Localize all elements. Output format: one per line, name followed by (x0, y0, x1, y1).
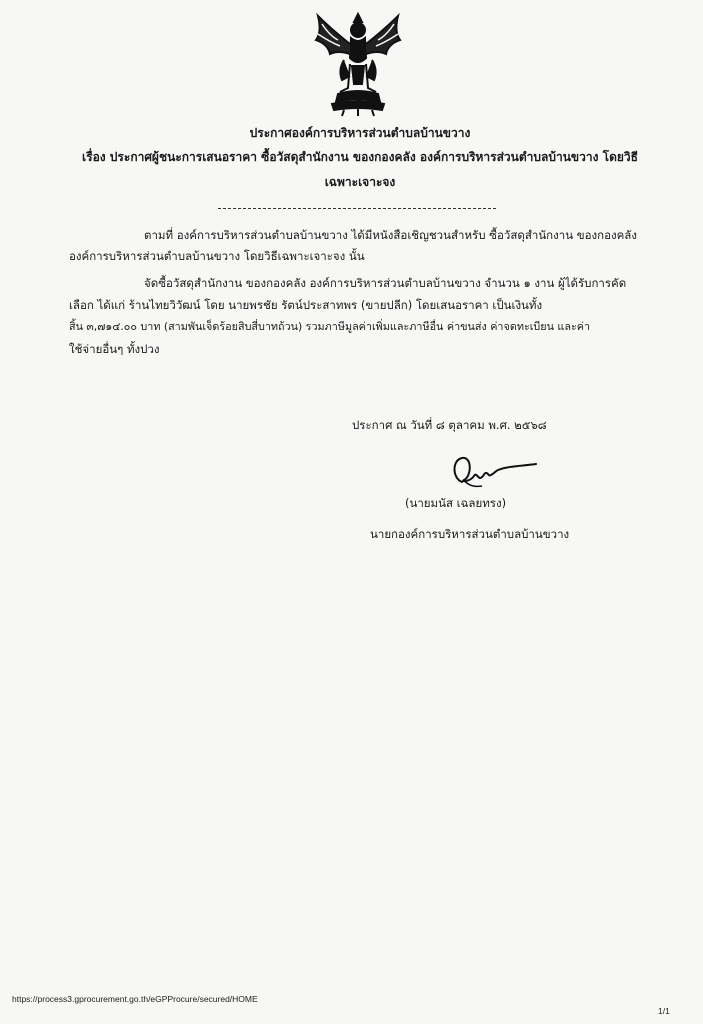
paragraph-2-line-1: จัดซื้อวัสดุสำนักงาน ของกองคลัง องค์การบริหารส่วนตำบลบ้านขวาง จำนวน ๑ งาน ผู้ได้รับการคัด (144, 276, 627, 290)
footer-url: https://process3.gprocurement.go.th/eGPProcure/secured/HOME (12, 994, 258, 1004)
paragraph-2-line-3: สิ้น ๓,๗๑๔.๐๐ บาท (สามพันเจ็ดร้อยสิบสี่บาทถ้วน) รวมภาษีมูลค่าเพิ่มและภาษีอื่น ค่าขนส่ง ค่าจดทะเบียน และค่า (69, 320, 591, 333)
paragraph-1-line-1: ตามที่ องค์การบริหารส่วนตำบลบ้านขวาง ได้มีหนังสือเชิญชวนสำหรับ ซื้อวัสดุสำนักงาน ของกองคลัง (144, 228, 637, 242)
handwritten-signature-icon (448, 452, 540, 492)
title-divider (218, 208, 496, 209)
signer-name: (นายมนัส เฉลยทรง) (405, 496, 507, 510)
paragraph-1-line-2: องค์การบริหารส่วนตำบลบ้านขวาง โดยวิธีเฉพาะเจาะจง นั้น (69, 249, 365, 263)
signer-title: นายกองค์การบริหารส่วนตำบลบ้านขวาง (370, 527, 570, 541)
paragraph-2-line-2: เลือก ได้แก่ ร้านไทยวิวัฒน์ โดย นายพรชัย รัตน์ประสาทพร (ขายปลีก) โดยเสนอราคา เป็นเงินทั้ง (69, 298, 543, 312)
document-subject-line-1: เรื่อง ประกาศผู้ชนะการเสนอราคา ซื้อวัสดุสำนักงาน ของกองคลัง องค์การบริหารส่วนตำบลบ้านขวาง โดยวิธี (82, 150, 638, 164)
footer-page-number: 1/1 (658, 1006, 670, 1016)
announcement-date: ประกาศ ณ วันที่ ๘ ตุลาคม พ.ศ. ๒๕๖๘ (352, 418, 547, 432)
document-title: ประกาศองค์การบริหารส่วนตำบลบ้านขวาง (249, 126, 471, 140)
paragraph-2-line-4: ใช้จ่ายอื่นๆ ทั้งปวง (69, 342, 160, 356)
garuda-emblem-icon (308, 10, 408, 118)
document-subject-line-2: เฉพาะเจาะจง (324, 175, 396, 189)
